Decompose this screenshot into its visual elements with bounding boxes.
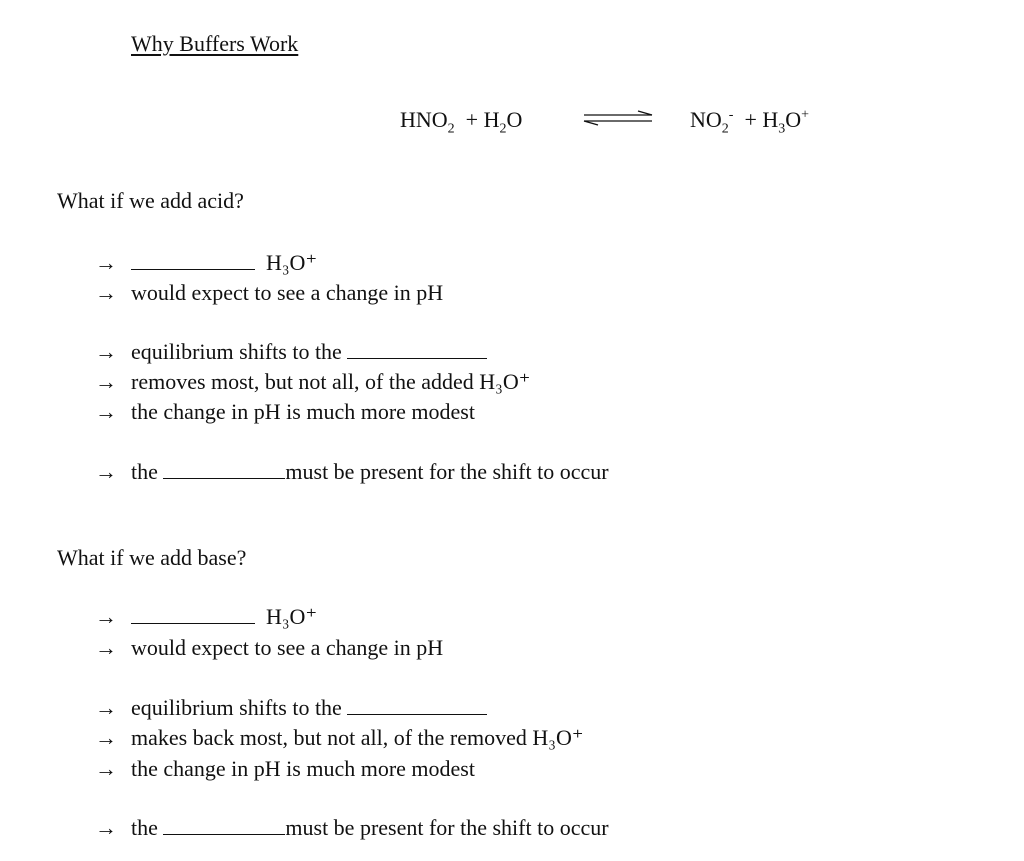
answer-blank[interactable] [347, 357, 487, 359]
arrow-icon: → [95, 725, 117, 750]
acid-line-6: → the must be present for the shift to occur [95, 459, 609, 484]
hydronium-formula: + $H_3O^+$ [744, 107, 810, 137]
arrow-icon: → [95, 459, 117, 484]
hno2-formula: $HNO_2$ [400, 107, 455, 137]
arrow-icon: → [95, 339, 117, 364]
answer-blank[interactable] [131, 268, 255, 270]
no2-formula: $NO_2^-$ [690, 107, 734, 137]
base-line-4: → makes back most, but not all, of the removed H₃O⁺ [95, 725, 584, 750]
acid-line-5: → the change in pH is much more modest [95, 399, 475, 424]
acid-line-1: → H₃O⁺ [95, 250, 318, 275]
arrow-icon: → [95, 399, 117, 424]
page-title: Why Buffers Work [131, 31, 299, 56]
equation-left [400, 107, 523, 137]
acid-line-2: → would expect to see a change in pH [95, 280, 444, 305]
base-question: What if we add base? [57, 545, 247, 570]
arrow-icon: → [95, 280, 117, 305]
base-line-2: → would expect to see a change in pH [95, 635, 444, 660]
base-line-3: → equilibrium shifts to the [95, 697, 487, 719]
arrow-icon: → [95, 756, 117, 781]
arrow-icon: → [95, 369, 117, 394]
arrow-icon: → [95, 695, 117, 720]
acid-line-4: → removes most, but not all, of the added H₃O⁺ [95, 369, 531, 394]
answer-blank[interactable] [347, 713, 487, 715]
acid-question: What if we add acid? [57, 188, 244, 213]
answer-blank[interactable] [163, 833, 285, 835]
acid-line-3: → equilibrium shifts to the [95, 341, 487, 363]
arrow-icon: → [95, 635, 117, 660]
arrow-icon: → [95, 250, 117, 275]
answer-blank[interactable] [131, 622, 255, 624]
base-line-1: → H₃O⁺ [95, 604, 318, 629]
equation-right [690, 107, 810, 137]
base-line-6: → the must be present for the shift to occur [95, 815, 609, 840]
answer-blank[interactable] [163, 477, 285, 479]
water-formula: + $H_2O$ [465, 107, 523, 137]
equilibrium-arrows-icon [582, 110, 654, 126]
arrow-icon: → [95, 604, 117, 629]
base-line-5: → the change in pH is much more modest [95, 756, 475, 781]
arrow-icon: → [95, 815, 117, 840]
